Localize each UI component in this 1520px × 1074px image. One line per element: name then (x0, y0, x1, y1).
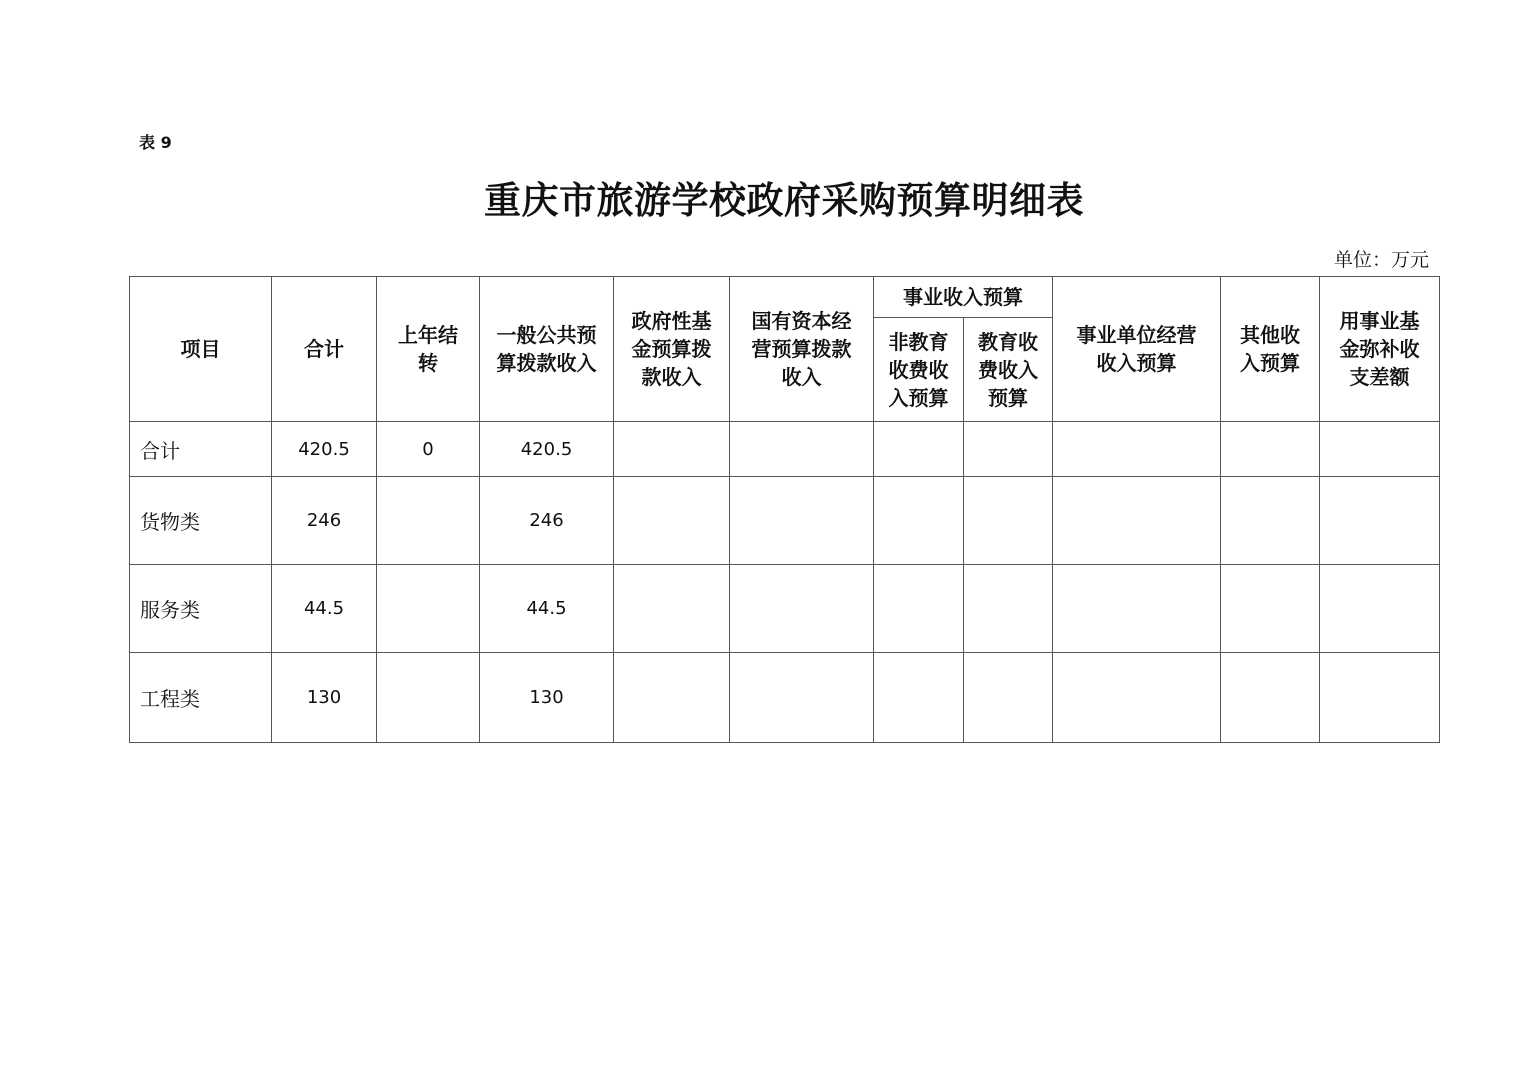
header-non-edu-fee: 非教育收费收入预算 (874, 318, 964, 422)
cell-other-income (1221, 422, 1320, 477)
cell-career-fund-offset (1320, 565, 1440, 653)
cell-unit-operation (1053, 422, 1221, 477)
header-carryover: 上年结转 (377, 277, 480, 422)
table-row (130, 565, 1440, 653)
header-item: 项目 (130, 277, 272, 422)
header-unit-operation: 事业单位经营收入预算 (1053, 277, 1221, 422)
header-edu-fee: 教育收费收入预算 (964, 318, 1053, 422)
header-state-capital: 国有资本经营预算拨款收入 (730, 277, 874, 422)
cell-total: 246 (272, 477, 377, 565)
cell-unit-operation (1053, 565, 1221, 653)
header-career-income-group: 事业收入预算 (874, 277, 1053, 318)
cell-other-income (1221, 565, 1320, 653)
table-number-label: 表 9 (139, 133, 172, 152)
cell-general-public: 44.5 (480, 565, 614, 653)
cell-edu-fee (964, 477, 1053, 565)
header-career-fund-offset: 用事业基金弥补收支差额 (1320, 277, 1440, 422)
table-row (130, 422, 1440, 477)
table-header-row (130, 277, 1440, 318)
cell-item: 货物类 (130, 477, 272, 565)
cell-item: 服务类 (130, 565, 272, 653)
cell-state-capital (730, 422, 874, 477)
cell-non-edu-fee (874, 653, 964, 743)
unit-label: 单位：万元 (1333, 249, 1429, 271)
cell-edu-fee (964, 422, 1053, 477)
cell-gov-fund (614, 422, 730, 477)
cell-unit-operation (1053, 477, 1221, 565)
cell-non-edu-fee (874, 477, 964, 565)
cell-general-public: 420.5 (480, 422, 614, 477)
cell-gov-fund (614, 565, 730, 653)
cell-carryover (377, 653, 480, 743)
cell-gov-fund (614, 653, 730, 743)
cell-total: 420.5 (272, 422, 377, 477)
cell-item: 工程类 (130, 653, 272, 743)
cell-state-capital (730, 653, 874, 743)
cell-non-edu-fee (874, 565, 964, 653)
cell-career-fund-offset (1320, 653, 1440, 743)
cell-item: 合计 (130, 422, 272, 477)
cell-non-edu-fee (874, 422, 964, 477)
header-gov-fund: 政府性基金预算拨款收入 (614, 277, 730, 422)
cell-carryover (377, 565, 480, 653)
cell-general-public: 130 (480, 653, 614, 743)
cell-state-capital (730, 565, 874, 653)
cell-total: 130 (272, 653, 377, 743)
cell-gov-fund (614, 477, 730, 565)
header-other-income: 其他收入预算 (1221, 277, 1320, 422)
cell-other-income (1221, 653, 1320, 743)
cell-other-income (1221, 477, 1320, 565)
cell-edu-fee (964, 565, 1053, 653)
cell-state-capital (730, 477, 874, 565)
cell-carryover: 0 (377, 422, 480, 477)
cell-unit-operation (1053, 653, 1221, 743)
cell-career-fund-offset (1320, 477, 1440, 565)
header-total: 合计 (272, 277, 377, 422)
cell-edu-fee (964, 653, 1053, 743)
header-general-public: 一般公共预算拨款收入 (480, 277, 614, 422)
procurement-budget-table (129, 276, 1440, 743)
cell-total: 44.5 (272, 565, 377, 653)
table-row (130, 477, 1440, 565)
cell-carryover (377, 477, 480, 565)
document-title: 重庆市旅游学校政府采购预算明细表 (484, 179, 1084, 222)
cell-career-fund-offset (1320, 422, 1440, 477)
table-row (130, 653, 1440, 743)
cell-general-public: 246 (480, 477, 614, 565)
